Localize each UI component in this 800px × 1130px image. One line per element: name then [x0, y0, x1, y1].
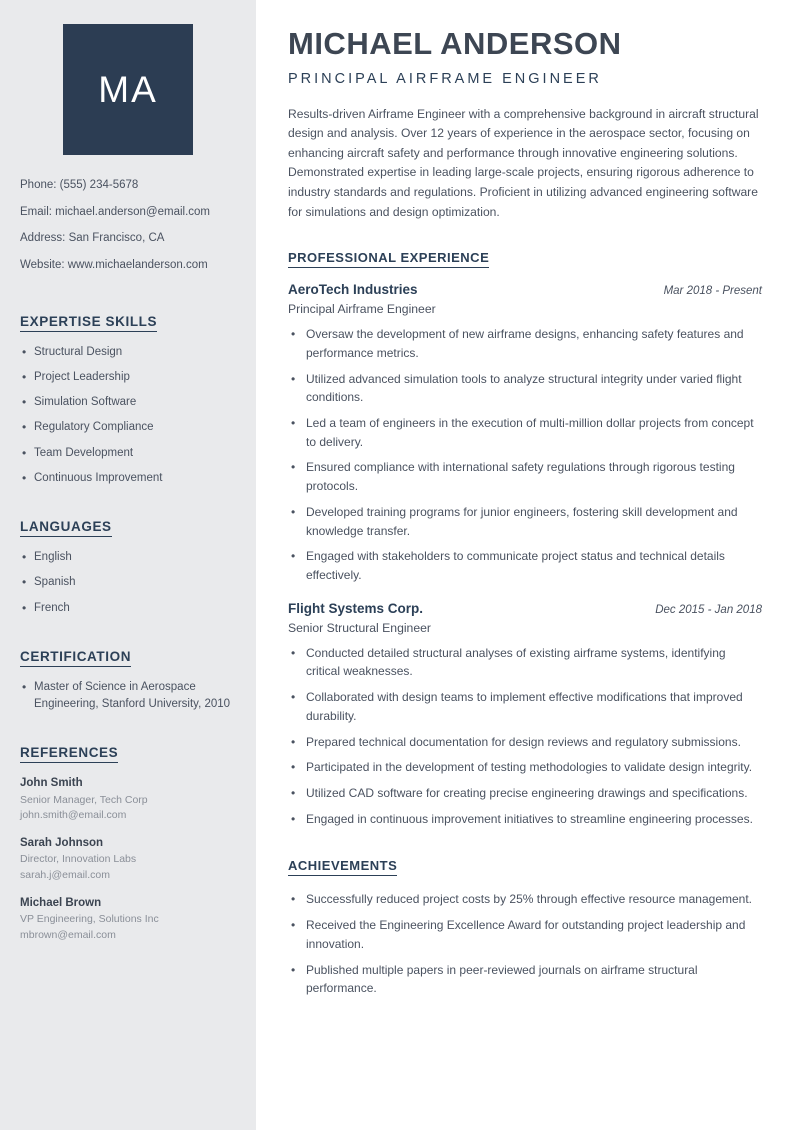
achievements-list	[288, 890, 762, 998]
sidebar	[0, 0, 256, 1130]
list-item	[20, 835, 236, 884]
list-item: • Conducted detailed structural analyses of existing airframe systems, identifying critical weaknesses.	[288, 644, 762, 681]
experience-entry	[288, 282, 762, 585]
list-item: • French	[20, 600, 236, 617]
list-item	[20, 775, 236, 824]
avatar-wrap	[20, 24, 236, 155]
reference-email: john.smith@email.com	[20, 809, 127, 822]
experience-entry	[288, 601, 762, 829]
list-item: • Utilized advanced simulation tools to analyze structural integrity under varied flight conditions.	[288, 370, 762, 407]
references-heading: REFERENCES	[20, 745, 118, 763]
certification-heading: CERTIFICATION	[20, 649, 131, 667]
experience-heading: PROFESSIONAL EXPERIENCE	[288, 250, 489, 268]
job-title: Senior Structural Engineer	[288, 620, 431, 635]
professional-summary: Results-driven Airframe Engineer with a comprehensive background in aircraft structural design and analysis. Over 12 years of experience in the aerospace sector, focusing on enhancing aircraft safety and performance through innovative engineering solutions. Demonstrated expertise in leading large-scale projects, ensuring rigorous adherence to industry standards and regulations. Proficient in utilizing advanced engineering software for simulations and design optimization.	[288, 106, 759, 219]
list-item: • Successfully reduced project costs by 25% through effective resource management.	[288, 890, 762, 909]
list-item: • Project Leadership	[20, 369, 236, 386]
reference-email: sarah.j@email.com	[20, 869, 111, 882]
list-item: • Received the Engineering Excellence Award for outstanding project leadership and innovation.	[288, 916, 762, 953]
list-item: • Ensured compliance with international safety regulations through rigorous testing protocols.	[288, 458, 762, 495]
list-item: • Led a team of engineers in the execution of multi-million dollar projects from concept to delivery.	[288, 414, 762, 451]
languages-heading: LANGUAGES	[20, 519, 112, 537]
job-header	[288, 282, 762, 297]
job-dates: Mar 2018 - Present	[663, 285, 762, 298]
contact-phone: Phone: (555) 234-5678	[20, 179, 139, 191]
job-header	[288, 601, 762, 616]
list-item: • Continuous Improvement	[20, 470, 236, 487]
list-item: • Oversaw the development of new airframe designs, enhancing safety features and performance metrics.	[288, 325, 762, 362]
list-item: • Prepared technical documentation for design reviews and regulatory submissions.	[288, 733, 762, 752]
job-company: Flight Systems Corp.	[288, 600, 424, 616]
list-item: • Structural Design	[20, 344, 236, 361]
achievements-heading: ACHIEVEMENTS	[288, 858, 397, 876]
reference-name: Michael Brown	[20, 896, 102, 909]
skills-heading: EXPERTISE SKILLS	[20, 314, 157, 332]
list-item: • Team Development	[20, 445, 236, 462]
list-item: • Engaged with stakeholders to communicate project status and technical details effectively.	[288, 547, 762, 584]
list-item: • Collaborated with design teams to implement effective modifications that improved durability.	[288, 688, 762, 725]
avatar-monogram: MA	[63, 24, 193, 155]
reference-role: VP Engineering, Solutions Inc	[20, 913, 159, 926]
skills-list	[20, 344, 236, 488]
main-content	[256, 0, 800, 1130]
job-bullet-list	[288, 325, 762, 585]
certification-list	[20, 679, 236, 714]
job-dates: Dec 2015 - Jan 2018	[655, 603, 762, 616]
contact-website: Website: www.michaelanderson.com	[20, 259, 208, 272]
contact-email: Email: michael.anderson@email.com	[20, 205, 210, 218]
list-item: • Regulatory Compliance	[20, 419, 236, 436]
spacer	[288, 844, 762, 850]
languages-list	[20, 549, 236, 617]
list-item: • Developed training programs for junior engineers, fostering skill development and knowledge transfer.	[288, 503, 762, 540]
list-item	[20, 895, 236, 944]
list-item: • Simulation Software	[20, 394, 236, 411]
job-title: Principal Airframe Engineer	[288, 302, 436, 317]
reference-name: Sarah Johnson	[20, 837, 104, 850]
reference-role: Senior Manager, Tech Corp	[20, 793, 148, 806]
list-item: • English	[20, 549, 236, 566]
page-title: MICHAEL ANDERSON	[288, 26, 622, 61]
reference-email: mbrown@email.com	[20, 928, 116, 941]
job-bullet-list	[288, 644, 762, 829]
contact-block	[20, 177, 236, 274]
reference-role: Director, Innovation Labs	[20, 853, 137, 866]
list-item: • Published multiple papers in peer-reviewed journals on airframe structural performance.	[288, 961, 762, 998]
job-company: AeroTech Industries	[288, 282, 418, 298]
list-item: • Spanish	[20, 574, 236, 591]
list-item: • Utilized CAD software for creating precise engineering drawings and specifications.	[288, 784, 762, 803]
contact-address: Address: San Francisco, CA	[20, 232, 165, 245]
list-item: • Master of Science in Aerospace Engineering, Stanford University, 2010	[20, 679, 236, 714]
reference-name: John Smith	[20, 777, 83, 790]
list-item: • Participated in the development of testing methodologies to validate design integrity.	[288, 758, 762, 777]
job-role-subtitle: PRINCIPAL AIRFRAME ENGINEER	[288, 70, 602, 87]
list-item: • Engaged in continuous improvement initiatives to streamline engineering processes.	[288, 810, 762, 829]
